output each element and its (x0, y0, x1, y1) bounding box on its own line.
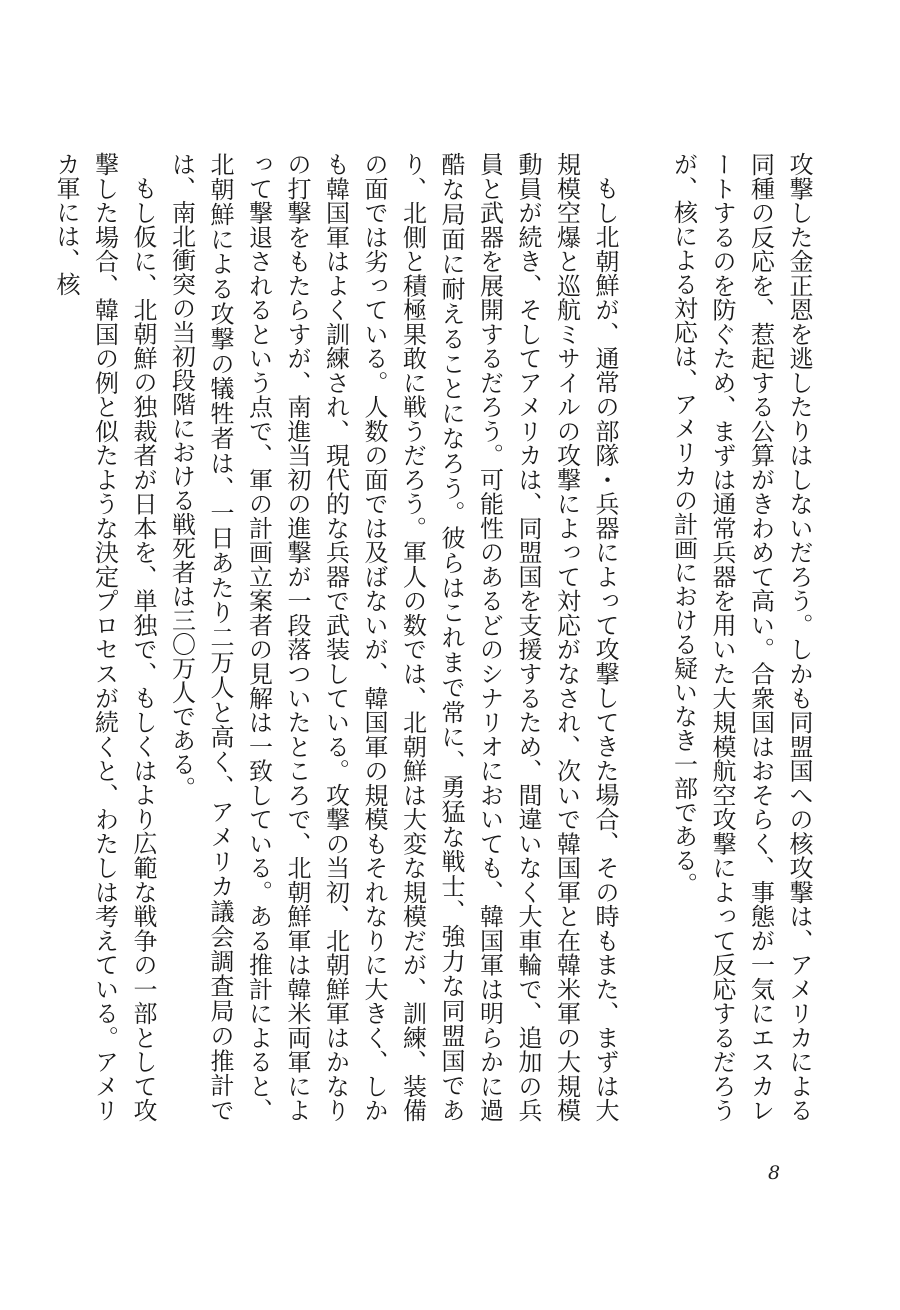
page-number: 8 (768, 1162, 781, 1184)
paragraph-3: もし仮に、北朝鮮の独裁者が日本を、単独で、もしくはより広範な戦争の一部として攻撃した場合、韓国の例と似たような決定プロセスが続くと、わたしは考えている。アメリカ軍には、核 (52, 152, 157, 1122)
paragraph-1: 攻撃した金正恩を逃したりはしないだろう。しかも同盟国への核攻撃は、アメリカによる同種の反応を、惹起する公算がきわめて高い。合衆国はおそらく、事態が一気にエスカレートするのを防ぐため、まずは通常兵器を用いた大規模航空攻撃によって反応するだろうが、核による対応は、アメリカの計画における疑いなき一部である。 (669, 152, 813, 1122)
paragraph-spacer (624, 152, 664, 1122)
paragraph-2: もし北朝鮮が、通常の部隊・兵器によって攻撃してきた場合、その時もまた、まずは大規模空爆と巡航ミサイルの攻撃によって対応がなされ、次いで韓国軍と在韓米軍の大規模動員が続き、そしてアメリカは、同盟国を支援するため、間違いなく大車輪で、追加の兵員と武器を展開するだろう。可能性のあるどのシナリオにおいても、韓国軍は明らかに過酷な局面に耐えることになろう。彼らはこれまで常に、勇猛な戦士、強力な同盟国であり、北側と積極果敢に戦うだろう。軍人の数では、北朝鮮は大変な規模だが、訓練、装備の面では劣っている。人数の面では及ばないが、韓国軍の規模もそれなりに大きく、しかも韓国軍はよく訓練され、現代的な兵器で武装している。攻撃の当初、北朝鮮軍はかなりの打撃をもたらすが、南進当初の進撃が一段落ついたところで、北朝鮮軍は韓米両軍によって撃退されるという点で、軍の計画立案者の見解は一致している。ある推計によると、北朝鮮による攻撃の犠牲者は、一日あたり二万人と高く、アメリカ議会調査局の推計では、南北衝突の当初段階における戦死者は三〇万人である。 (167, 152, 619, 1122)
vertical-text-body (47, 152, 819, 1122)
